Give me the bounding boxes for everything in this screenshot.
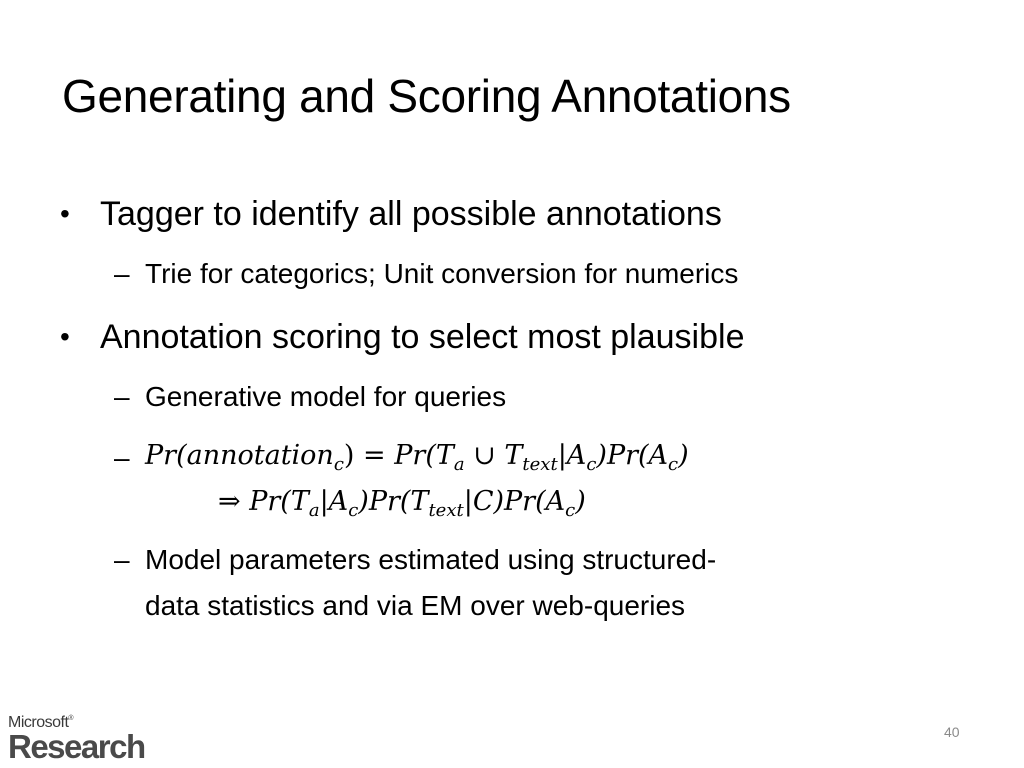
formula-line-1: Pr(annotation$_c$) = $Pr(T_a$ ∪ $T_{text}|A_c)Pr(A_c)$ — [145, 440, 689, 475]
dash-marker: – — [114, 544, 130, 575]
page-number: 40 — [944, 724, 960, 740]
logo-research-text: Research — [8, 728, 145, 765]
microsoft-research-logo — [8, 714, 188, 764]
bullet-2-sub-3-line-1: Model parameters estimated using structured- — [145, 544, 717, 575]
slide-title: Generating and Scoring Annotations — [62, 70, 791, 122]
dash-marker: – — [114, 442, 130, 473]
dash-marker: – — [114, 258, 130, 289]
bullet-2-sub-3-line-2: data statistics and via EM over web-queries — [145, 590, 686, 621]
bullet-1-text: Tagger to identify all possible annotations — [100, 195, 722, 233]
bullet-marker: • — [60, 198, 70, 229]
bullet-1-sub-1: Trie for categorics; Unit conversion for numerics — [145, 258, 739, 289]
bullet-2-sub-1: Generative model for queries — [145, 381, 507, 412]
bullet-2-text: Annotation scoring to select most plausible — [100, 318, 745, 356]
formula-line-2: ⇒ $Pr(T_a|A_c)Pr(T_{text}|C)Pr(A_c)$ — [218, 486, 586, 521]
logo-microsoft-text: Microsoft® — [8, 714, 74, 731]
bullet-marker: • — [60, 321, 70, 352]
dash-marker: – — [114, 381, 130, 412]
